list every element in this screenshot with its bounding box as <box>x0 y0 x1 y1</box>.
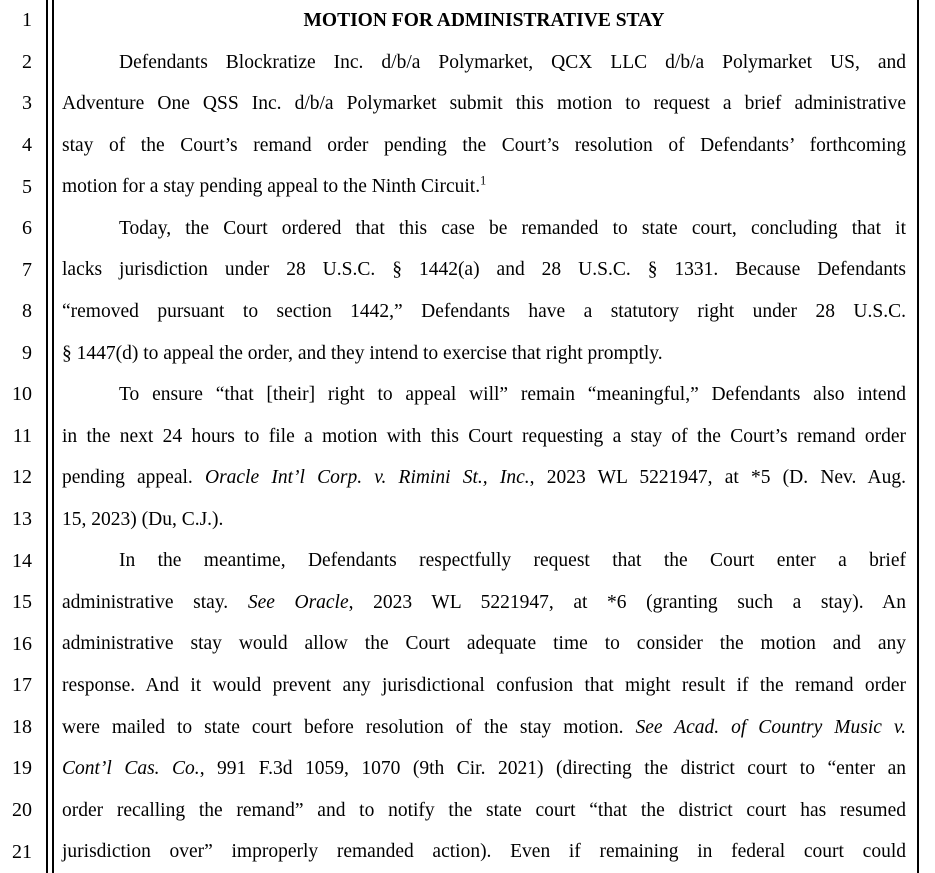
document-title <box>62 0 906 42</box>
line-number: 12 <box>12 466 32 489</box>
line-number: 6 <box>22 217 32 240</box>
text-segment: were mailed to state court before resolution of the stay motion. <box>62 716 636 738</box>
text-segment: MOTION FOR ADMINISTRATIVE STAY <box>303 10 665 31</box>
text-segment: lacks jurisdiction under 28 U.S.C. § 1442(a) and 28 U.S.C. § 1331. Because Defendants <box>62 259 906 281</box>
document-line <box>62 166 906 208</box>
document-line <box>62 83 906 125</box>
document-line <box>62 623 906 665</box>
line-number: 8 <box>22 300 32 323</box>
left-double-vertical-rule <box>46 0 54 873</box>
case-citation-italic: See Oracle <box>247 591 349 613</box>
line-number: 1 <box>22 9 32 32</box>
line-number: 11 <box>12 424 32 447</box>
document-line <box>62 790 906 832</box>
text-segment: response. And it would prevent any jurisdictional confusion that might result if the remand order <box>62 675 906 696</box>
document-line <box>62 125 906 167</box>
line-number: 10 <box>12 383 32 406</box>
text-segment: 15, 2023) (Du, C.J.). <box>62 508 224 530</box>
line-number: 4 <box>22 133 32 156</box>
case-citation-italic: Oracle Int’l Corp. v. Rimini St., Inc. <box>204 467 530 489</box>
document-line <box>62 707 906 749</box>
text-segment: motion for a stay pending appeal to the Ninth Circuit. <box>62 176 481 198</box>
text-segment: , 2023 WL 5221947, at *6 (granting such a stay). An <box>348 591 906 613</box>
document-line <box>62 540 906 582</box>
text-segment: jurisdiction over” improperly remanded action). Even if remaining in federal court could <box>62 841 906 863</box>
line-number: 14 <box>12 549 32 572</box>
line-number: 18 <box>12 715 32 738</box>
line-number: 21 <box>12 840 32 863</box>
document-line <box>62 748 906 790</box>
text-segment: § 1447(d) to appeal the order, and they intend to exercise that right promptly. <box>62 342 663 364</box>
line-number: 17 <box>12 674 32 697</box>
document-line <box>62 42 906 84</box>
document-line <box>62 333 906 375</box>
line-number: 19 <box>12 757 32 780</box>
line-number: 15 <box>12 591 32 614</box>
text-segment: Adventure One QSS Inc. d/b/a Polymarket submit this motion to request a brief administrative <box>62 93 906 115</box>
line-number: 3 <box>22 92 32 115</box>
line-number: 7 <box>22 258 32 281</box>
case-citation-italic: See Acad. of Country Music v. <box>635 716 906 738</box>
text-segment: administrative stay. <box>62 591 248 613</box>
document-line <box>62 291 906 333</box>
document-line <box>62 416 906 458</box>
text-segment: , 2023 WL 5221947, at *5 (D. Nev. Aug. <box>529 467 906 489</box>
text-segment: order recalling the remand” and to notify the state court “that the district court has resumed <box>62 799 906 821</box>
document-line <box>62 499 906 541</box>
document-line <box>62 374 906 416</box>
text-segment: , 991 F.3d 1059, 1070 (9th Cir. 2021) (directing the district court to “enter an <box>199 758 907 780</box>
text-segment: To ensure “that [their] right to appeal will” remain “meaningful,” Defendants also intend <box>119 384 906 406</box>
text-segment: “removed pursuant to section 1442,” Defendants have a statutory right under 28 U.S.C. <box>62 300 906 322</box>
document-line <box>62 208 906 250</box>
document-line <box>62 249 906 291</box>
text-segment: In the meantime, Defendants respectfully request that the Court enter a brief <box>119 550 906 572</box>
line-number-column <box>0 0 34 873</box>
line-number: 2 <box>22 50 32 73</box>
document-line <box>62 831 906 873</box>
text-segment: in the next 24 hours to file a motion with this Court requesting a stay of the Court’s remand order <box>62 425 906 447</box>
case-citation-italic: Cont’l Cas. Co. <box>62 758 200 780</box>
right-vertical-rule <box>917 0 919 873</box>
footnote-marker: 1 <box>480 173 487 188</box>
text-segment: Today, the Court ordered that this case be remanded to state court, concluding that it <box>119 217 906 239</box>
line-number: 9 <box>22 341 32 364</box>
document-line <box>62 457 906 499</box>
document-body <box>62 0 906 873</box>
document-line <box>62 665 906 707</box>
line-number: 20 <box>12 798 32 821</box>
text-segment: Defendants Blockratize Inc. d/b/a Polymarket, QCX LLC d/b/a Polymarket US, and <box>119 51 906 73</box>
line-number: 5 <box>22 175 32 198</box>
text-segment: stay of the Court’s remand order pending the Court’s resolution of Defendants’ forthcoming <box>62 134 906 156</box>
text-segment: pending appeal. <box>62 467 205 489</box>
document-line <box>62 582 906 624</box>
text-segment: administrative stay would allow the Court adequate time to consider the motion and any <box>62 633 906 655</box>
line-number: 13 <box>12 508 32 531</box>
line-number: 16 <box>12 632 32 655</box>
